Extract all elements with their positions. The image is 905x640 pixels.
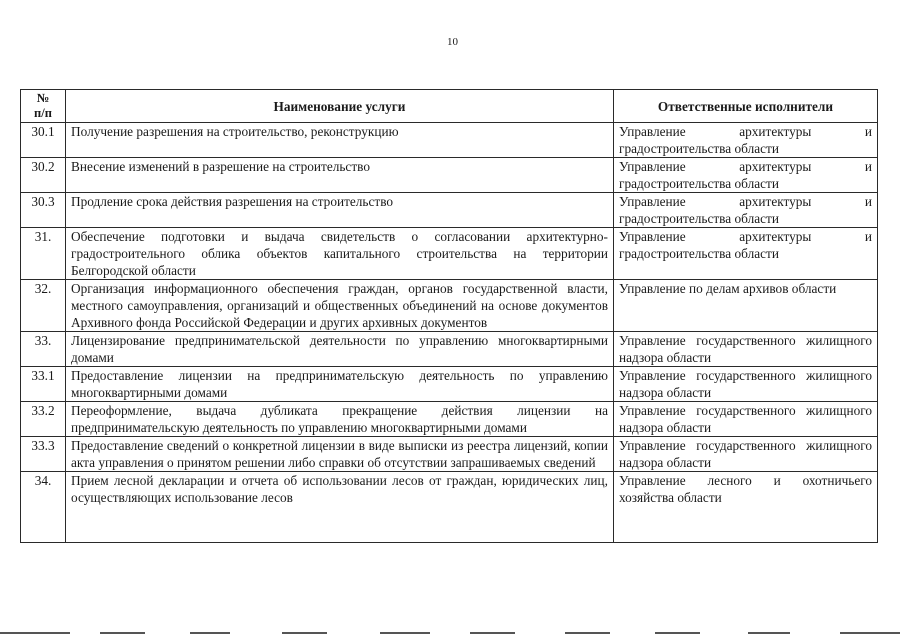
- row-number: 33.3: [21, 437, 66, 472]
- header-number: [21, 90, 66, 123]
- service-name: Получение разрешения на строительство, реконструкцию: [66, 123, 614, 158]
- table-row: [21, 158, 878, 193]
- service-name: Организация информационного обеспечения граждан, органов государственной власти, местного самоуправления, организаций и общественных объединений на основе документов Архивного фонда Российской Федерации и других архивных документов: [66, 280, 614, 332]
- header-number-symbol: №: [36, 91, 50, 105]
- table-row: [21, 228, 878, 280]
- services-table: [20, 89, 878, 543]
- responsible-executor: Управление государственного жилищного надзора области: [614, 332, 878, 367]
- edge-dash: [565, 632, 610, 634]
- table-row: [21, 332, 878, 367]
- service-name: Предоставление лицензии на предпринимательскую деятельность по управлению многоквартирными домами: [66, 367, 614, 402]
- service-name: Обеспечение подготовки и выдача свидетельств о согласовании архитектурно-градостроительного облика объектов капитального строительства на территории Белгородской области: [66, 228, 614, 280]
- table-row: [21, 193, 878, 228]
- responsible-executor: Управление государственного жилищного надзора области: [614, 437, 878, 472]
- edge-dash: [655, 632, 700, 634]
- page-number: 10: [447, 36, 458, 48]
- table-row: [21, 280, 878, 332]
- row-number: 30.1: [21, 123, 66, 158]
- edge-dash: [100, 632, 145, 634]
- service-name: Лицензирование предпринимательской деятельности по управлению многоквартирными домами: [66, 332, 614, 367]
- service-name: Внесение изменений в разрешение на строительство: [66, 158, 614, 193]
- service-name: Переоформление, выдача дубликата прекращение действия лицензии на предпринимательскую деятельность по управлению многоквартирными домами: [66, 402, 614, 437]
- table-row: [21, 367, 878, 402]
- header-responsible: Ответственные исполнители: [614, 90, 878, 123]
- table-row: [21, 402, 878, 437]
- row-number: 33.2: [21, 402, 66, 437]
- service-name: Прием лесной декларации и отчета об использовании лесов от граждан, юридических лиц, осуществляющих использование лесов: [66, 472, 614, 543]
- services-table-container: [20, 89, 878, 543]
- responsible-executor: Управление архитектуры и градостроительства области: [614, 228, 878, 280]
- service-name: Продление срока действия разрешения на строительство: [66, 193, 614, 228]
- edge-dash: [748, 632, 790, 634]
- header-service: Наименование услуги: [66, 90, 614, 123]
- edge-dash: [470, 632, 515, 634]
- responsible-executor: Управление архитектуры и градостроительства области: [614, 158, 878, 193]
- table-row: [21, 437, 878, 472]
- responsible-executor: Управление государственного жилищного надзора области: [614, 367, 878, 402]
- edge-dash: [380, 632, 430, 634]
- table-header-row: [21, 90, 878, 123]
- responsible-executor: Управление по делам архивов области: [614, 280, 878, 332]
- row-number: 30.3: [21, 193, 66, 228]
- table-row: [21, 472, 878, 543]
- edge-dash: [0, 632, 70, 634]
- row-number: 32.: [21, 280, 66, 332]
- edge-dash: [282, 632, 327, 634]
- scan-edge-artifact: [0, 632, 905, 636]
- row-number: 30.2: [21, 158, 66, 193]
- header-number-abbr: п/п: [34, 106, 52, 120]
- responsible-executor: Управление государственного жилищного надзора области: [614, 402, 878, 437]
- service-name: Предоставление сведений о конкретной лицензии в виде выписки из реестра лицензий, копии акта управления о принятом решении либо справки об отсутствии запрашиваемых сведений: [66, 437, 614, 472]
- row-number: 33.1: [21, 367, 66, 402]
- edge-dash: [840, 632, 900, 634]
- row-number: 34.: [21, 472, 66, 543]
- row-number: 33.: [21, 332, 66, 367]
- edge-dash: [190, 632, 230, 634]
- responsible-executor: Управление лесного и охотничьего хозяйства области: [614, 472, 878, 543]
- responsible-executor: Управление архитектуры и градостроительства области: [614, 123, 878, 158]
- row-number: 31.: [21, 228, 66, 280]
- table-row: [21, 123, 878, 158]
- responsible-executor: Управление архитектуры и градостроительства области: [614, 193, 878, 228]
